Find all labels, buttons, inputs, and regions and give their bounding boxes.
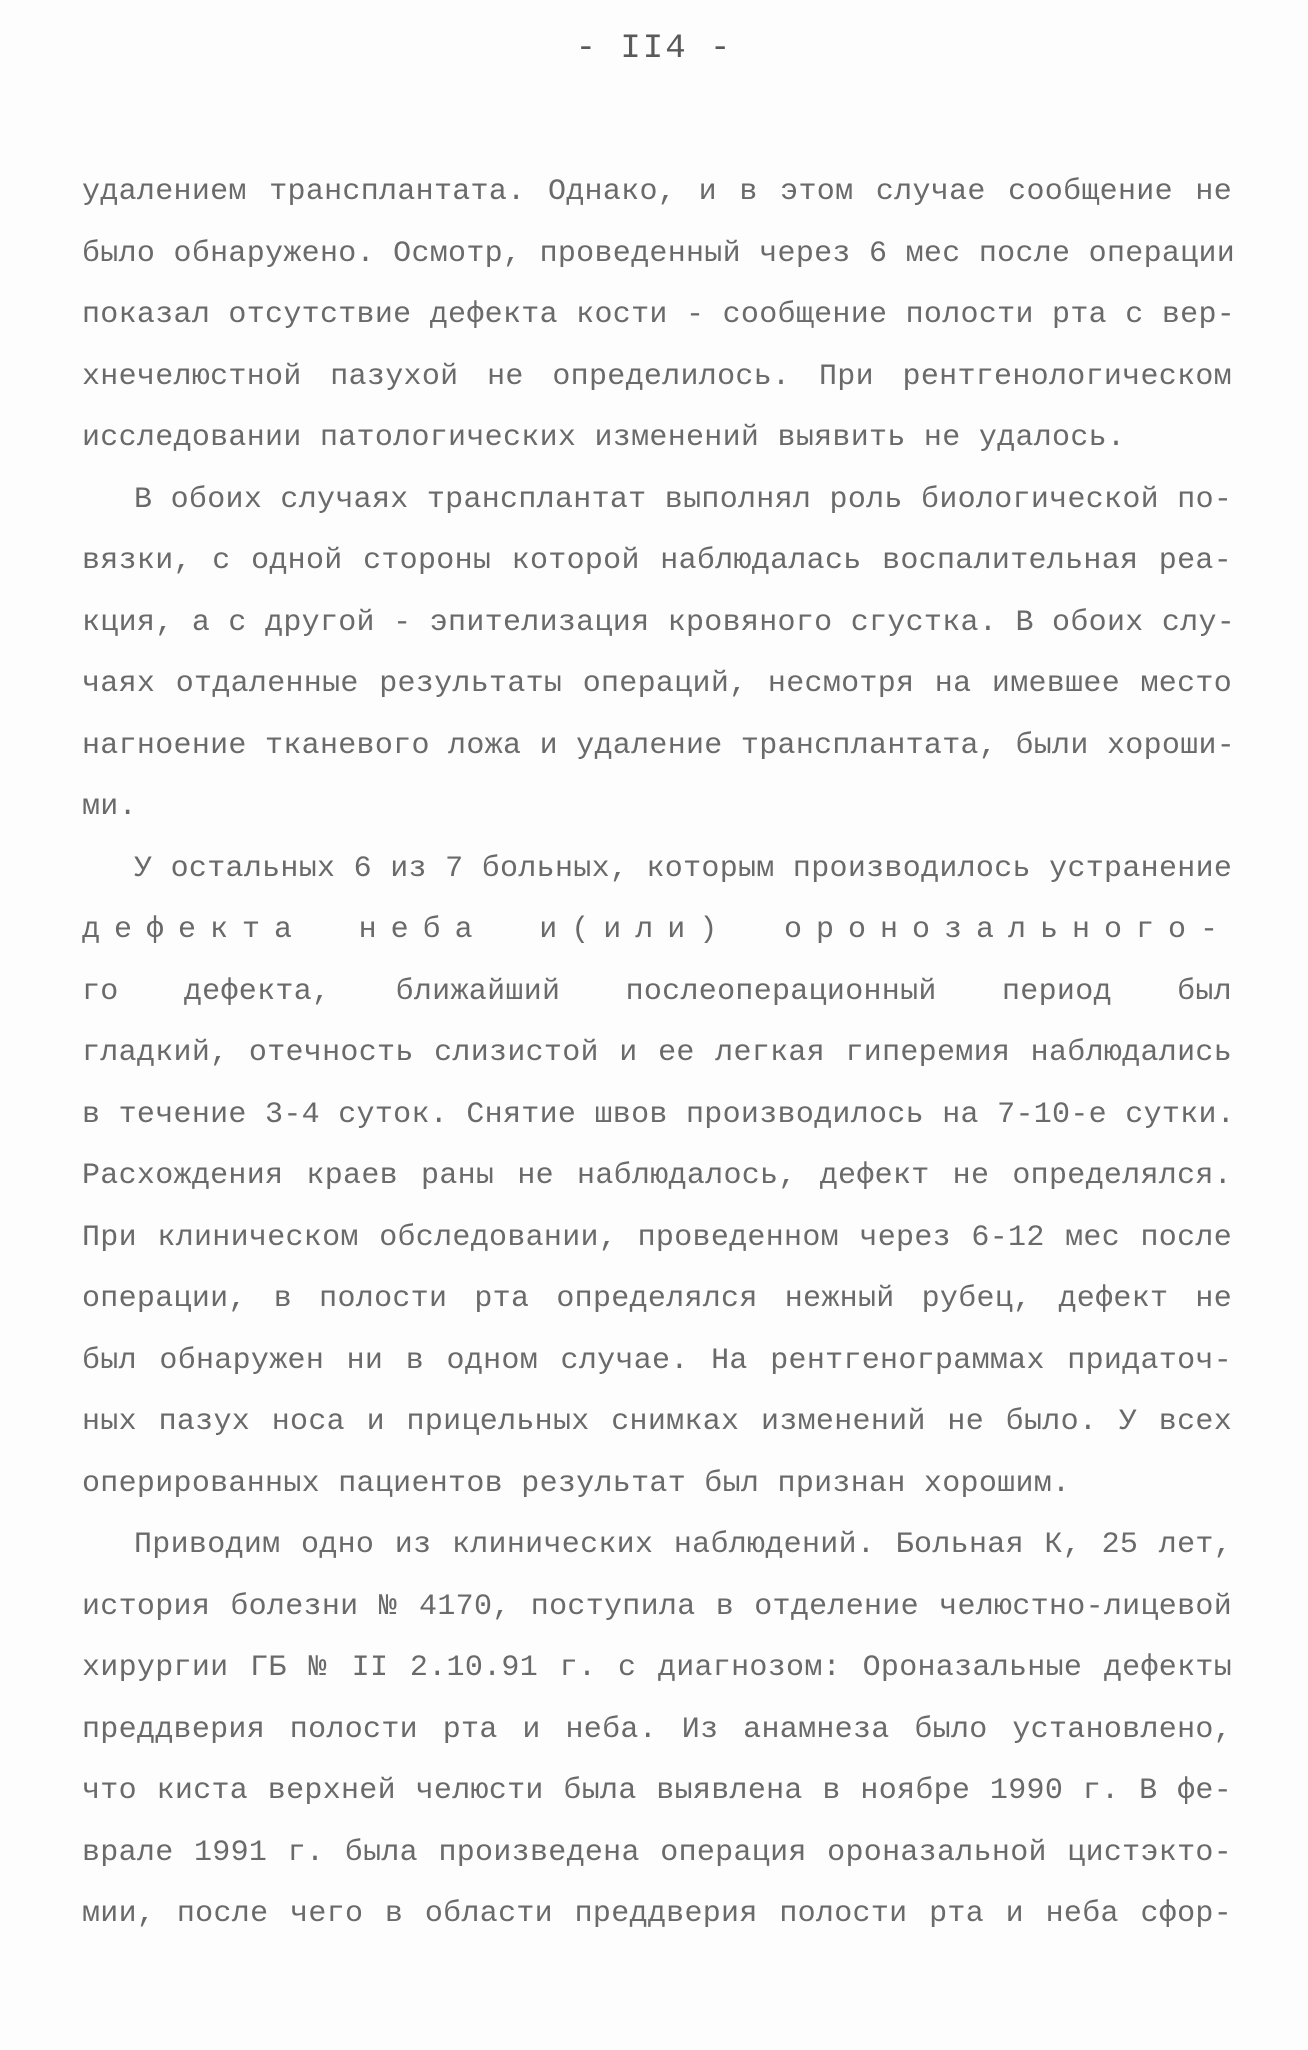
text-line: оперированных пациентов результат был признан хорошим.	[82, 1466, 1071, 1501]
text-line: При клиническом обследовании, проведенном через 6-12 мес после	[82, 1220, 1232, 1255]
text-line: мии, после чего в области преддверия полости рта и неба сфор-	[82, 1897, 1232, 1931]
text-line: кция, а с другой - эпителизация кровяного сгустка. В обоих слу-	[82, 605, 1236, 640]
spaced-emphasis-line: дефекта неба и(или) оронозального-	[82, 913, 1232, 947]
text-line: история болезни № 4170, поступила в отделение челюстно-лицевой	[82, 1589, 1232, 1624]
text-line: удалением трансплантата. Однако, и в этом случае сообщение не	[82, 175, 1232, 209]
paragraph-start-line: Приводим одно из клинических наблюдений. Больная К, 25 лет,	[134, 1528, 1232, 1562]
text-line: что киста верхней челюсти была выявлена в ноябре 1990 г. В фе-	[82, 1774, 1232, 1808]
text-line: врале 1991 г. была произведена операция ороназальной цистэкто-	[82, 1835, 1232, 1870]
text-line: хирургии ГБ № II 2.10.91 г. с диагнозом: Ороназальные дефекты	[82, 1651, 1232, 1685]
paragraph-start-line: В обоих случаях трансплантат выполнял роль биологической по-	[134, 482, 1233, 517]
text-line: чаях отдаленные результаты операций, несмотря на имевшее место	[82, 667, 1232, 701]
spaced-emphasis-line: го дефекта, ближайший послеоперационный период был	[82, 974, 1232, 1009]
text-line: вязки, с одной стороны которой наблюдалась воспалительная реа-	[82, 544, 1232, 578]
text-line: гладкий, отечность слизистой и ее легкая гиперемия наблюдались	[82, 1036, 1232, 1070]
text-line: исследовании патологических изменений выявить не удалось.	[82, 421, 1126, 455]
text-line: ми.	[82, 790, 137, 824]
text-line: нагноение тканевого ложа и удаление трансплантата, были хороши-	[82, 728, 1236, 763]
text-line: показал отсутствие дефекта кости - сообщение полости рта с вер-	[82, 298, 1236, 332]
text-line: ных пазух носа и прицельных снимках изменений не было. У всех	[82, 1405, 1232, 1439]
text-line: был обнаружен ни в одном случае. На рентгенограммах придаточ-	[82, 1343, 1232, 1378]
paragraph-start-line: У остальных 6 из 7 больных, которым производилось устранение	[134, 851, 1233, 886]
text-line: Расхождения краев раны не наблюдалось, дефект не определялся.	[82, 1159, 1232, 1193]
text-line: было обнаружено. Осмотр, проведенный через 6 мес после операции	[82, 236, 1236, 271]
page-number: - II4 -	[575, 30, 733, 68]
text-line: в течение 3-4 суток. Снятие швов производилось на 7-10-е сутки.	[82, 1097, 1236, 1132]
body-text	[82, 162, 1236, 1946]
text-line: преддверия полости рта и неба. Из анамнеза было установлено,	[82, 1712, 1232, 1747]
text-line: хнечелюстной пазухой не определилось. При рентгенологическом	[82, 359, 1232, 394]
text-line: операции, в полости рта определялся нежный рубец, дефект не	[82, 1282, 1232, 1316]
